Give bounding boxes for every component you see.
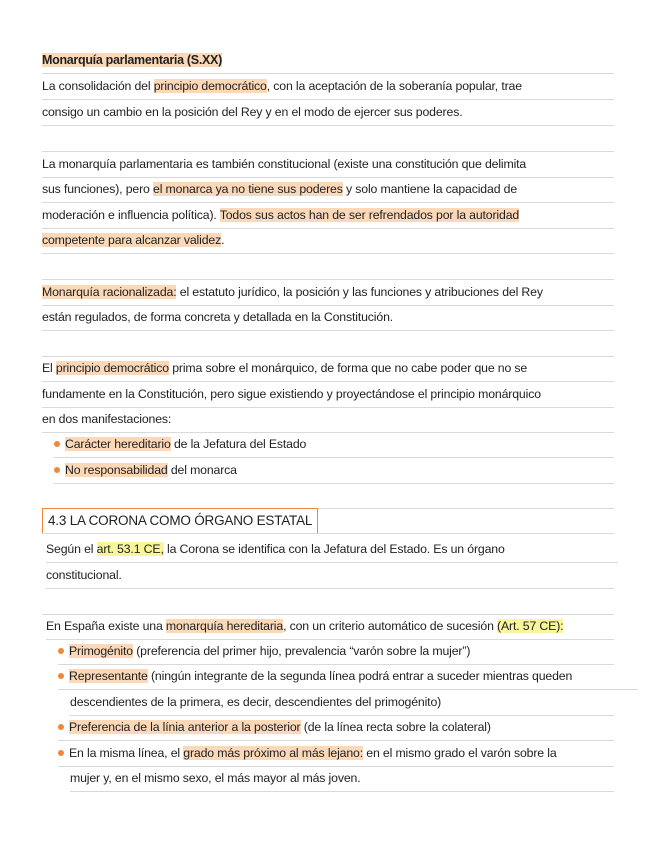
text-line: Según el art. 53.1 CE, la Corona se identifica con la Jefatura del Estado. Es un órgano: [46, 537, 618, 563]
highlight: No responsabilidad: [65, 463, 168, 477]
highlight: Preferencia de la línia anterior a la posterior: [69, 720, 301, 734]
list-item: Representante (ningún integrante de la segunda línea podrá entrar a suceder mientras queden: [58, 664, 638, 690]
highlight: Monarquía racionalizada:: [42, 285, 177, 299]
text-line: competente para alcanzar validez.: [42, 228, 614, 254]
highlight: el monarca ya no tiene sus poderes: [153, 182, 343, 196]
blank-line: [42, 126, 614, 152]
bullet-icon: [58, 673, 64, 679]
highlight: principio democrático: [55, 361, 169, 375]
highlight-yellow: art. 53.1 CE,: [96, 542, 164, 556]
title-text: Monarquía parlamentaria (S.XX): [42, 53, 222, 67]
highlight: principio democrático: [153, 79, 267, 93]
text-line: en dos manifestaciones:: [42, 407, 614, 433]
text-line: consigo un cambio en la posición del Rey y en el modo de ejercer sus poderes.: [42, 100, 614, 126]
text-line: fundamente en la Constitución, pero sigue existiendo y proyectándose el principio monárquico: [42, 382, 614, 408]
section-heading: 4.3 LA CORONA COMO ÓRGANO ESTATAL: [42, 508, 318, 534]
section-title: [42, 48, 614, 74]
text-line: mujer y, en el mismo sexo, el más mayor al más joven.: [70, 766, 614, 792]
list-item: Carácter hereditario de la Jefatura del Estado: [54, 432, 614, 458]
text-line: En España existe una monarquía hereditaria, con un criterio automático de sucesión (Art. 57 CE):: [46, 614, 614, 640]
divider: [42, 533, 614, 534]
text-line: El principio democrático prima sobre el monárquico, de forma que no cabe poder que no se: [42, 356, 614, 382]
bullet-icon: [54, 441, 60, 447]
list-item: No responsabilidad del monarca: [54, 458, 614, 484]
highlight: competente para alcanzar validez: [42, 233, 222, 247]
blank-line: [42, 483, 614, 509]
list-item: En la misma línea, el grado más próximo al más lejano: en el mismo grado el varón sobre la: [58, 741, 614, 767]
highlight: Todos sus actos han de ser refrendados por la autoridad: [219, 208, 520, 222]
highlight: Primogénito: [69, 644, 133, 658]
bullet-icon: [58, 724, 64, 730]
highlight: grado más próximo al más lejano:: [183, 746, 364, 760]
text-line: Monarquía racionalizada: el estatuto jurídico, la posición y las funciones y atribuciones del Rey: [42, 280, 614, 306]
text-line: constitucional.: [46, 563, 614, 589]
text-line: La consolidación del principio democrático, con la aceptación de la soberanía popular, trae: [42, 74, 614, 100]
highlight: monarquía hereditaria: [165, 619, 284, 633]
text-line: La monarquía parlamentaria es también constitucional (existe una constitución que delimita: [42, 152, 614, 178]
highlight-yellow: (Art. 57 CE):: [497, 619, 564, 633]
highlight: Representante: [69, 669, 148, 683]
text-line: están regulados, de forma concreta y detallada en la Constitución.: [42, 305, 614, 331]
text-line: descendientes de la primera, es decir, descendientes del primogénito): [70, 690, 614, 716]
list-item: Preferencia de la línia anterior a la posterior (de la línea recta sobre la colateral): [58, 715, 614, 741]
bullet-icon: [58, 750, 64, 756]
blank-line: [42, 589, 614, 615]
blank-line: [42, 254, 614, 280]
highlight: Carácter hereditario: [65, 437, 171, 451]
list-item: Primogénito (preferencia del primer hijo, prevalencia “varón sobre la mujer”): [58, 639, 614, 665]
text-line: sus funciones), pero el monarca ya no tiene sus poderes y solo mantiene la capacidad de: [42, 177, 614, 203]
bullet-icon: [58, 648, 64, 654]
blank-line: [42, 331, 614, 357]
bullet-icon: [54, 467, 60, 473]
text-line: moderación e influencia política). Todos sus actos han de ser refrendados por la autoridad: [42, 203, 614, 229]
